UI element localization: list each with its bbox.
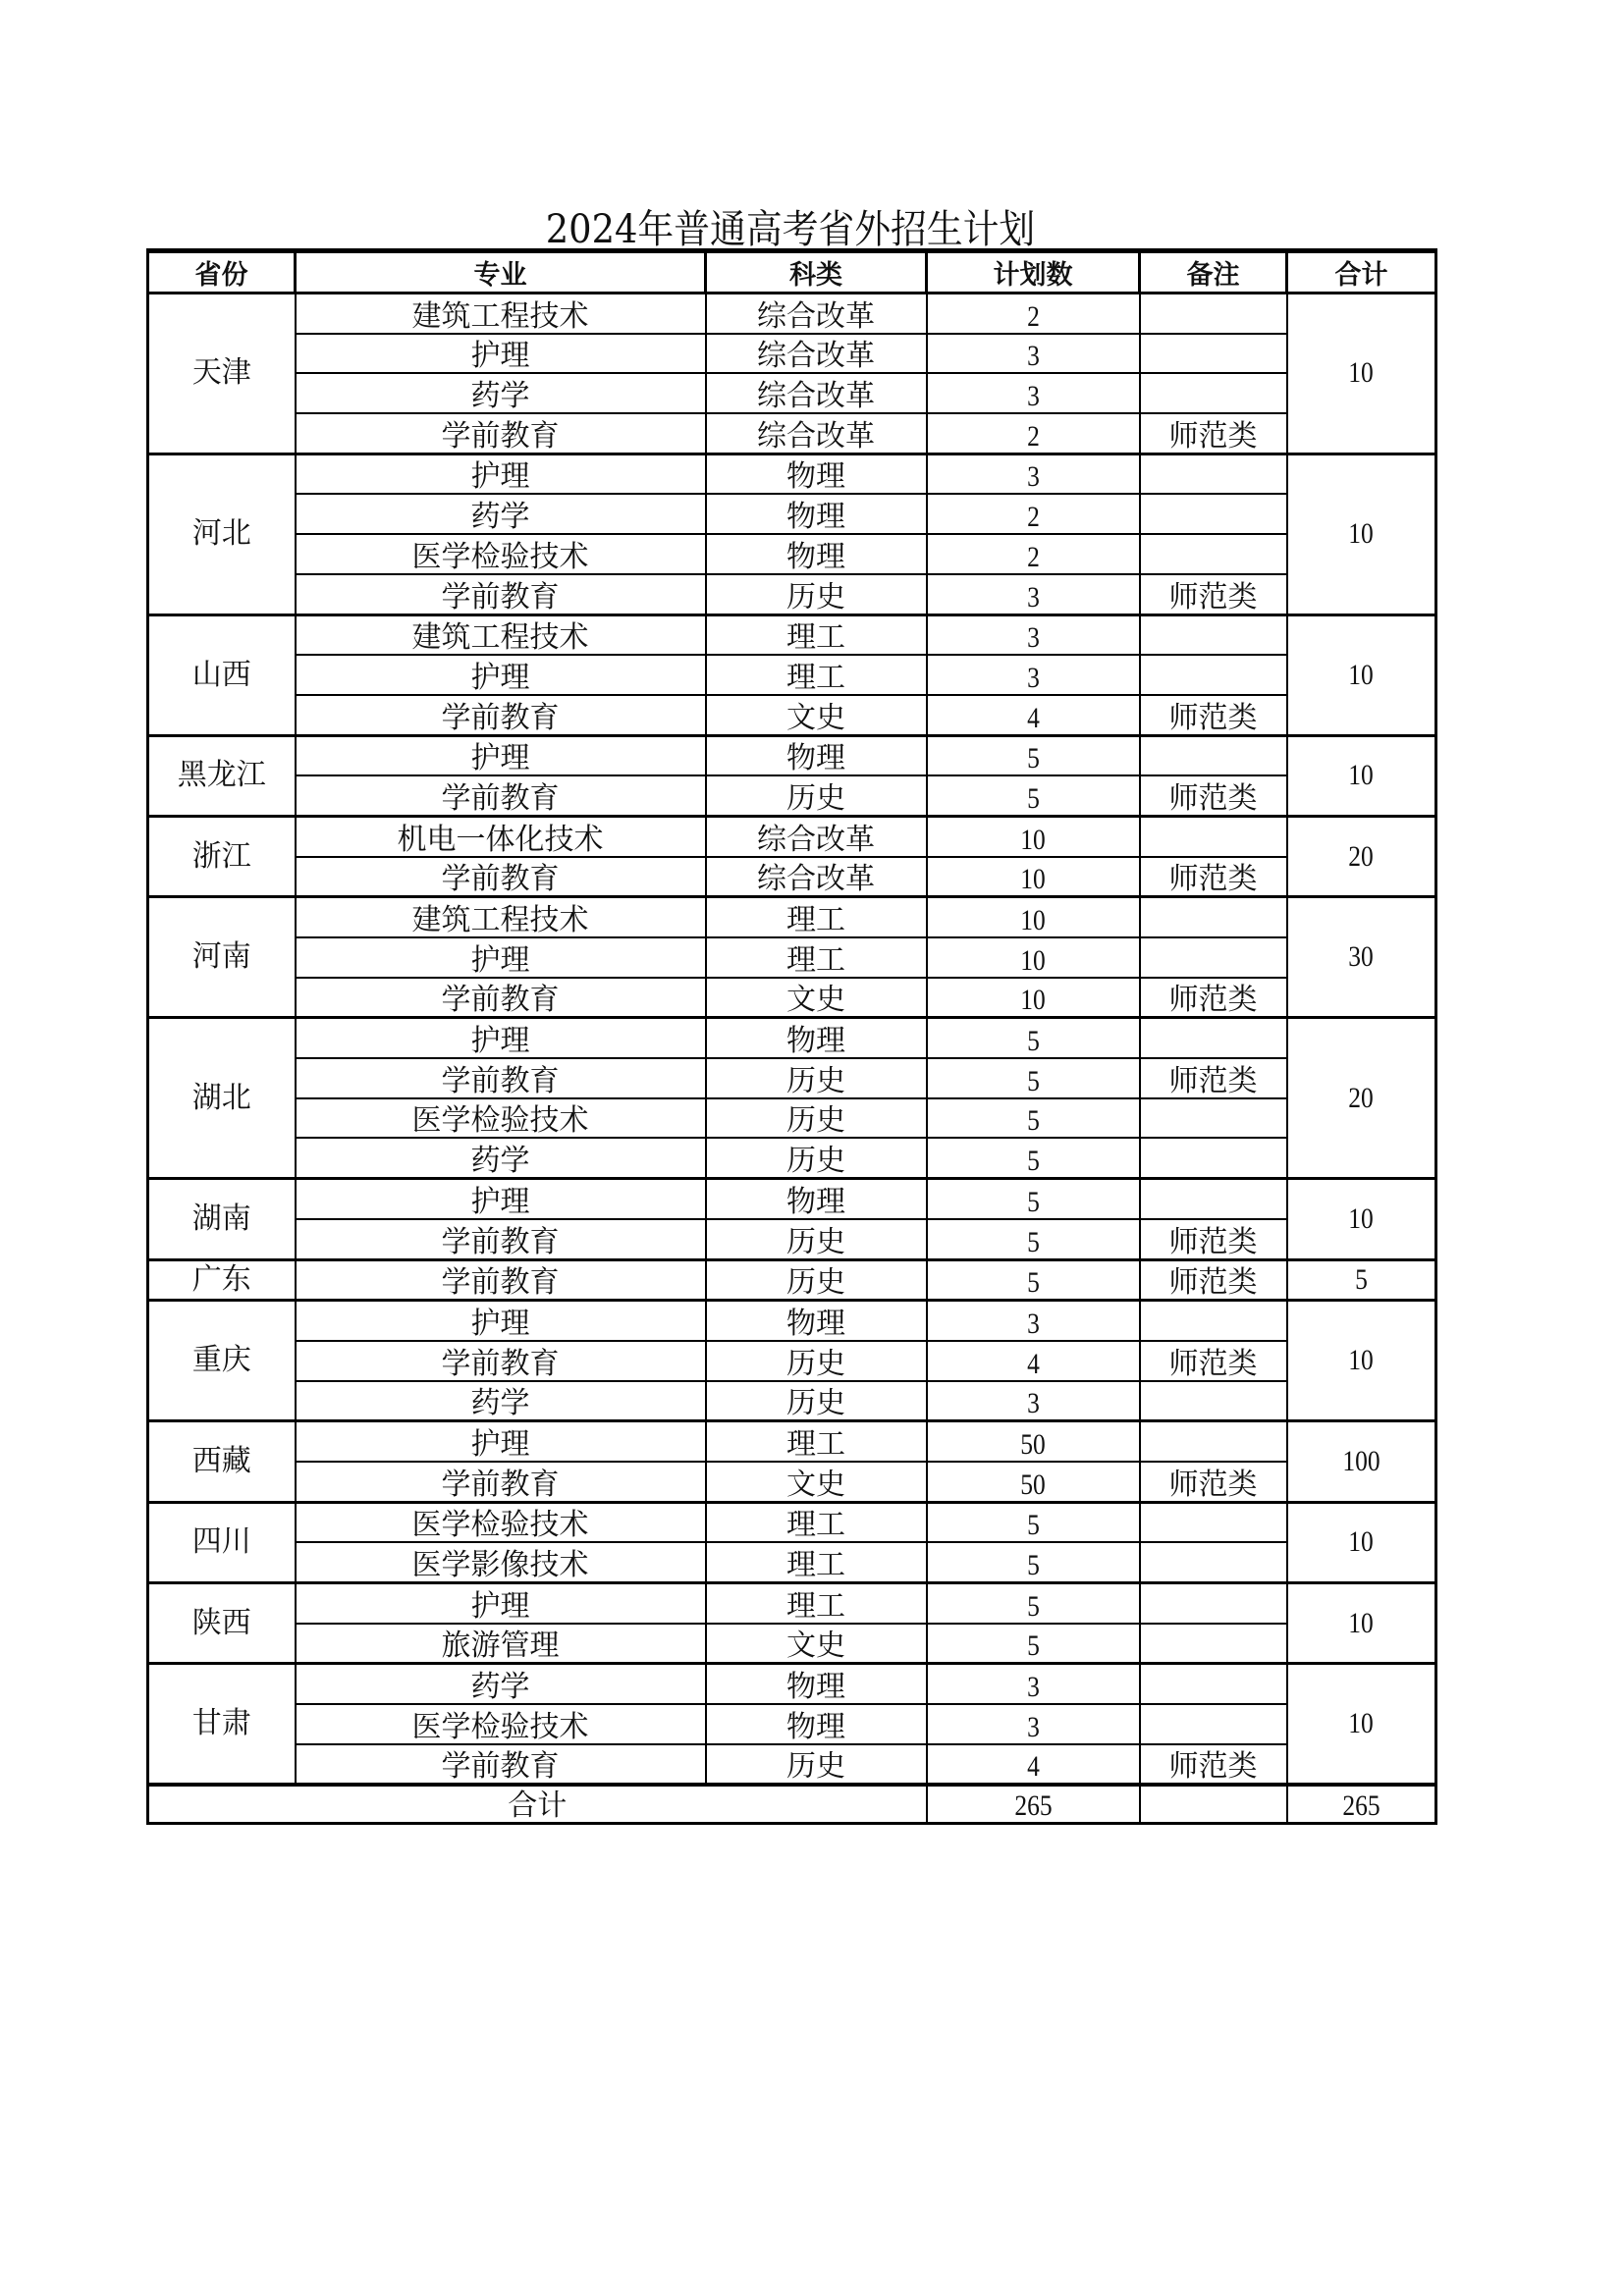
plan-count-cell-value: 2 [1026, 540, 1040, 573]
table-row [148, 413, 1436, 454]
major-cell: 药学 [296, 1138, 706, 1178]
province-cell: 四川 [148, 1502, 296, 1582]
total-subtotal [1287, 1785, 1436, 1824]
header-subtotal: 合计 [1287, 251, 1436, 294]
subtotal-value: 5 [1354, 1262, 1368, 1296]
table-row [148, 1542, 1436, 1582]
remark-cell [1140, 816, 1287, 856]
category-cell: 文史 [706, 695, 927, 735]
category-cell: 理工 [706, 1502, 927, 1542]
category-cell: 物理 [706, 1179, 927, 1219]
category-cell: 历史 [706, 1138, 927, 1178]
plan-count-cell [927, 294, 1140, 334]
plan-count-cell-value: 3 [1026, 460, 1040, 494]
total-label: 合计 [148, 1785, 927, 1824]
plan-count-cell-value: 5 [1026, 1185, 1040, 1218]
table-row [148, 494, 1436, 534]
major-cell: 学前教育 [296, 1462, 706, 1502]
province-cell: 河北 [148, 454, 296, 614]
province-cell: 广东 [148, 1259, 296, 1301]
major-cell: 护理 [296, 735, 706, 775]
major-cell: 护理 [296, 1421, 706, 1462]
header-category: 科类 [706, 251, 927, 294]
remark-cell: 师范类 [1140, 695, 1287, 735]
plan-count-cell [927, 1704, 1140, 1744]
plan-count-cell [927, 413, 1140, 454]
category-cell: 历史 [706, 1058, 927, 1098]
table-row [148, 574, 1436, 614]
subtotal-value: 10 [1348, 1201, 1374, 1235]
plan-count-cell [927, 1624, 1140, 1664]
table-row [148, 1018, 1436, 1058]
major-cell: 护理 [296, 1018, 706, 1058]
table-row [148, 1744, 1436, 1786]
total-remark [1140, 1785, 1287, 1824]
plan-count-cell [927, 695, 1140, 735]
subtotal-cell [1287, 1664, 1436, 1786]
plan-count-cell-value: 10 [1020, 904, 1046, 936]
subtotal-value: 10 [1348, 658, 1374, 691]
plan-count-cell-value: 2 [1026, 419, 1040, 453]
subtotal-cell [1287, 1301, 1436, 1421]
major-cell: 学前教育 [296, 1341, 706, 1381]
category-cell: 历史 [706, 1259, 927, 1301]
remark-cell [1140, 1301, 1287, 1341]
category-cell: 历史 [706, 1381, 927, 1421]
subtotal-cell [1287, 1259, 1436, 1301]
remark-cell [1140, 494, 1287, 534]
major-cell: 医学影像技术 [296, 1542, 706, 1582]
plan-count-cell [927, 1381, 1140, 1421]
category-cell: 综合改革 [706, 413, 927, 454]
plan-count-cell-value: 3 [1026, 580, 1040, 614]
province-cell: 浙江 [148, 816, 296, 896]
remark-cell: 师范类 [1140, 1462, 1287, 1502]
remark-cell [1140, 1421, 1287, 1462]
major-cell: 建筑工程技术 [296, 614, 706, 655]
total-subtotal-value: 265 [1342, 1789, 1380, 1823]
subtotal-value: 20 [1348, 1081, 1374, 1114]
table-row [148, 816, 1436, 856]
major-cell: 医学检验技术 [296, 1704, 706, 1744]
plan-count-cell [927, 857, 1140, 897]
major-cell: 建筑工程技术 [296, 897, 706, 937]
major-cell: 药学 [296, 1664, 706, 1704]
plan-count-cell [927, 494, 1140, 534]
major-cell: 护理 [296, 454, 706, 494]
plan-count-cell-value: 5 [1026, 781, 1040, 815]
subtotal-value: 10 [1348, 1525, 1374, 1559]
major-cell: 护理 [296, 334, 706, 374]
plan-count-cell-value: 50 [1020, 1427, 1046, 1461]
plan-count-cell [927, 1502, 1140, 1542]
subtotal-value: 10 [1348, 759, 1374, 792]
remark-cell: 师范类 [1140, 413, 1287, 454]
category-cell: 文史 [706, 1624, 927, 1664]
remark-cell [1140, 1664, 1287, 1704]
major-cell: 护理 [296, 937, 706, 978]
plan-count-cell-value: 4 [1026, 1750, 1040, 1784]
table-row [148, 1381, 1436, 1421]
table-body [148, 294, 1436, 1786]
category-cell: 物理 [706, 1704, 927, 1744]
category-cell: 综合改革 [706, 294, 927, 334]
province-cell: 甘肃 [148, 1664, 296, 1786]
plan-count-cell [927, 937, 1140, 978]
subtotal-value: 10 [1348, 1344, 1374, 1377]
table-row [148, 1664, 1436, 1704]
province-cell: 湖北 [148, 1018, 296, 1179]
major-cell: 机电一体化技术 [296, 816, 706, 856]
remark-cell [1140, 1583, 1287, 1624]
plan-count-cell [927, 775, 1140, 816]
plan-count-cell-value: 3 [1026, 340, 1040, 373]
table-row [148, 978, 1436, 1018]
major-cell: 旅游管理 [296, 1624, 706, 1664]
header-remark: 备注 [1140, 251, 1287, 294]
table-row [148, 1179, 1436, 1219]
category-cell: 物理 [706, 454, 927, 494]
table-header-row [148, 251, 1436, 294]
province-cell: 河南 [148, 897, 296, 1018]
plan-count-cell [927, 1179, 1140, 1219]
plan-count-cell-value: 3 [1026, 1307, 1040, 1340]
plan-count-cell [927, 614, 1140, 655]
plan-count-cell [927, 1138, 1140, 1178]
subtotal-cell [1287, 294, 1436, 454]
plan-count-cell-value: 5 [1026, 1509, 1040, 1542]
remark-cell: 师范类 [1140, 1341, 1287, 1381]
major-cell: 建筑工程技术 [296, 294, 706, 334]
category-cell: 理工 [706, 897, 927, 937]
remark-cell: 师范类 [1140, 1058, 1287, 1098]
table-row [148, 1098, 1436, 1139]
category-cell: 历史 [706, 1341, 927, 1381]
plan-count-cell [927, 1098, 1140, 1139]
major-cell: 药学 [296, 1381, 706, 1421]
plan-count-cell [927, 1583, 1140, 1624]
enrollment-plan-table [146, 248, 1437, 1825]
remark-cell [1140, 1018, 1287, 1058]
plan-count-cell-value: 3 [1026, 1671, 1040, 1704]
plan-count-cell [927, 897, 1140, 937]
province-cell: 湖南 [148, 1179, 296, 1259]
subtotal-cell [1287, 735, 1436, 816]
major-cell: 学前教育 [296, 1058, 706, 1098]
category-cell: 物理 [706, 735, 927, 775]
plan-count-cell-value: 10 [1020, 823, 1046, 856]
plan-count-cell-value: 5 [1026, 1104, 1040, 1138]
category-cell: 物理 [706, 1018, 927, 1058]
table-row [148, 695, 1436, 735]
subtotal-cell [1287, 614, 1436, 735]
table-row [148, 775, 1436, 816]
table-row [148, 454, 1436, 494]
subtotal-cell [1287, 1179, 1436, 1259]
major-cell: 学前教育 [296, 1219, 706, 1259]
remark-cell [1140, 1502, 1287, 1542]
remark-cell [1140, 937, 1287, 978]
subtotal-cell [1287, 1502, 1436, 1582]
plan-count-cell-value: 5 [1026, 1266, 1040, 1300]
remark-cell [1140, 1381, 1287, 1421]
plan-count-cell-value: 3 [1026, 1710, 1040, 1743]
major-cell: 护理 [296, 1179, 706, 1219]
header-province: 省份 [148, 251, 296, 294]
table-row [148, 897, 1436, 937]
plan-count-cell [927, 816, 1140, 856]
category-cell: 理工 [706, 937, 927, 978]
plan-count-cell [927, 373, 1140, 413]
remark-cell [1140, 735, 1287, 775]
plan-count-cell [927, 1058, 1140, 1098]
subtotal-cell [1287, 1018, 1436, 1179]
plan-count-cell-value: 5 [1026, 742, 1040, 775]
table-row [148, 1624, 1436, 1664]
table-row [148, 294, 1436, 334]
plan-count-cell-value: 5 [1026, 1225, 1040, 1258]
table-row [148, 1502, 1436, 1542]
plan-count-cell [927, 1301, 1140, 1341]
category-cell: 理工 [706, 1583, 927, 1624]
plan-count-cell-value: 10 [1020, 984, 1046, 1017]
category-cell: 物理 [706, 1664, 927, 1704]
plan-count-cell [927, 534, 1140, 574]
subtotal-cell [1287, 1583, 1436, 1664]
category-cell: 综合改革 [706, 816, 927, 856]
province-cell: 山西 [148, 614, 296, 735]
remark-cell [1140, 373, 1287, 413]
major-cell: 护理 [296, 1301, 706, 1341]
header-plan-count: 计划数 [927, 251, 1140, 294]
plan-count-cell-value: 5 [1026, 1629, 1040, 1663]
plan-count-cell-value: 2 [1026, 299, 1040, 333]
remark-cell: 师范类 [1140, 775, 1287, 816]
subtotal-cell [1287, 454, 1436, 614]
remark-cell [1140, 1138, 1287, 1178]
category-cell: 历史 [706, 574, 927, 614]
table-row [148, 735, 1436, 775]
table-row [148, 1421, 1436, 1462]
major-cell: 药学 [296, 373, 706, 413]
total-plan-count [927, 1785, 1140, 1824]
category-cell: 理工 [706, 614, 927, 655]
remark-cell [1140, 897, 1287, 937]
remark-cell: 师范类 [1140, 1219, 1287, 1259]
province-cell: 黑龙江 [148, 735, 296, 816]
plan-count-cell [927, 454, 1140, 494]
plan-count-cell-value: 3 [1026, 380, 1040, 413]
table-row [148, 1704, 1436, 1744]
major-cell: 学前教育 [296, 1744, 706, 1786]
total-plan-value: 265 [1013, 1789, 1053, 1823]
category-cell: 物理 [706, 1301, 927, 1341]
table-row [148, 1219, 1436, 1259]
plan-count-cell [927, 1259, 1140, 1301]
category-cell: 综合改革 [706, 373, 927, 413]
subtotal-cell [1287, 816, 1436, 896]
table-row [148, 534, 1436, 574]
category-cell: 文史 [706, 978, 927, 1018]
category-cell: 理工 [706, 655, 927, 695]
major-cell: 学前教育 [296, 1259, 706, 1301]
subtotal-value: 30 [1348, 940, 1374, 974]
major-cell: 学前教育 [296, 978, 706, 1018]
remark-cell: 师范类 [1140, 1744, 1287, 1786]
table-row [148, 937, 1436, 978]
table-row [148, 373, 1436, 413]
plan-count-cell [927, 1462, 1140, 1502]
table-row [148, 1301, 1436, 1341]
remark-cell: 师范类 [1140, 857, 1287, 897]
plan-count-cell [927, 574, 1140, 614]
major-cell: 学前教育 [296, 574, 706, 614]
plan-count-cell [927, 1664, 1140, 1704]
plan-count-cell-value: 4 [1026, 701, 1040, 734]
subtotal-value: 10 [1348, 1707, 1374, 1740]
major-cell: 护理 [296, 1583, 706, 1624]
remark-cell [1140, 1098, 1287, 1139]
category-cell: 文史 [706, 1462, 927, 1502]
major-cell: 护理 [296, 655, 706, 695]
major-cell: 学前教育 [296, 857, 706, 897]
table-row [148, 1058, 1436, 1098]
plan-count-cell-value: 5 [1026, 1064, 1040, 1097]
major-cell: 医学检验技术 [296, 1502, 706, 1542]
plan-count-cell [927, 1018, 1140, 1058]
plan-count-cell [927, 735, 1140, 775]
remark-cell [1140, 294, 1287, 334]
category-cell: 物理 [706, 534, 927, 574]
subtotal-value: 10 [1348, 517, 1374, 551]
table-row [148, 1138, 1436, 1178]
table-row [148, 857, 1436, 897]
table-row [148, 614, 1436, 655]
plan-count-cell-value: 5 [1026, 1549, 1040, 1581]
subtotal-value: 10 [1348, 356, 1374, 390]
table-row [148, 1259, 1436, 1301]
category-cell: 历史 [706, 1219, 927, 1259]
plan-count-cell-value: 5 [1026, 1025, 1040, 1058]
plan-count-cell-value: 5 [1026, 1145, 1040, 1178]
table-row [148, 655, 1436, 695]
subtotal-value: 100 [1342, 1444, 1380, 1477]
province-cell: 西藏 [148, 1421, 296, 1502]
remark-cell [1140, 334, 1287, 374]
category-cell: 综合改革 [706, 334, 927, 374]
subtotal-cell [1287, 1421, 1436, 1502]
remark-cell: 师范类 [1140, 574, 1287, 614]
plan-count-cell-value: 5 [1026, 1589, 1040, 1623]
subtotal-cell [1287, 897, 1436, 1018]
province-cell: 重庆 [148, 1301, 296, 1421]
category-cell: 综合改革 [706, 857, 927, 897]
plan-count-cell [927, 1542, 1140, 1582]
plan-count-cell [927, 334, 1140, 374]
province-cell: 陕西 [148, 1583, 296, 1664]
plan-count-cell-value: 10 [1020, 863, 1046, 896]
plan-count-cell-value: 50 [1020, 1468, 1046, 1501]
plan-count-cell-value: 2 [1026, 501, 1040, 534]
plan-count-cell-value: 3 [1026, 1387, 1040, 1420]
plan-count-cell [927, 1341, 1140, 1381]
plan-count-cell [927, 655, 1140, 695]
major-cell: 医学检验技术 [296, 534, 706, 574]
province-cell: 天津 [148, 294, 296, 454]
major-cell: 药学 [296, 494, 706, 534]
major-cell: 学前教育 [296, 695, 706, 735]
plan-count-cell-value: 4 [1026, 1347, 1040, 1380]
table-row [148, 1341, 1436, 1381]
remark-cell [1140, 1624, 1287, 1664]
subtotal-value: 20 [1348, 839, 1374, 873]
remark-cell: 师范类 [1140, 1259, 1287, 1301]
major-cell: 医学检验技术 [296, 1098, 706, 1139]
table-row [148, 334, 1436, 374]
remark-cell: 师范类 [1140, 978, 1287, 1018]
category-cell: 历史 [706, 1744, 927, 1786]
remark-cell [1140, 454, 1287, 494]
plan-count-cell-value: 10 [1020, 943, 1046, 977]
table-row [148, 1583, 1436, 1624]
plan-count-cell [927, 1744, 1140, 1786]
page-title: 2024年普通高考省外招生计划 [545, 207, 1036, 252]
category-cell: 理工 [706, 1421, 927, 1462]
remark-cell [1140, 534, 1287, 574]
plan-count-cell-value: 3 [1026, 621, 1040, 655]
plan-count-cell [927, 1421, 1140, 1462]
plan-count-cell [927, 1219, 1140, 1259]
category-cell: 物理 [706, 494, 927, 534]
major-cell: 学前教育 [296, 775, 706, 816]
remark-cell [1140, 1179, 1287, 1219]
remark-cell [1140, 1542, 1287, 1582]
category-cell: 历史 [706, 775, 927, 816]
category-cell: 历史 [706, 1098, 927, 1139]
subtotal-value: 10 [1348, 1606, 1374, 1639]
category-cell: 理工 [706, 1542, 927, 1582]
total-row [148, 1785, 1436, 1824]
major-cell: 学前教育 [296, 413, 706, 454]
table-row [148, 1462, 1436, 1502]
remark-cell [1140, 1704, 1287, 1744]
plan-count-cell-value: 3 [1026, 661, 1040, 694]
remark-cell [1140, 655, 1287, 695]
plan-count-cell [927, 978, 1140, 1018]
remark-cell [1140, 614, 1287, 655]
header-major: 专业 [296, 251, 706, 294]
